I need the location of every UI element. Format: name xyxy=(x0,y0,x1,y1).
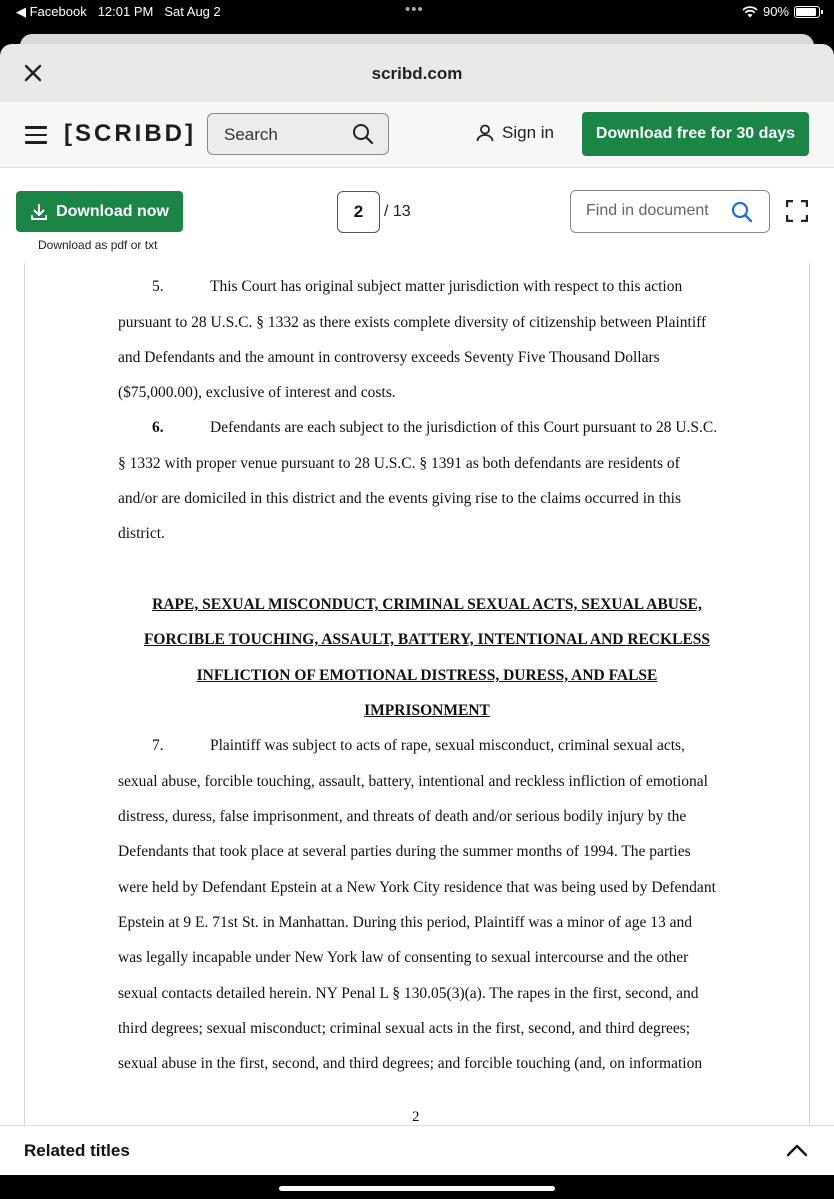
paragraph-line: pursuant to 28 U.S.C. § 1332 as there exists complete diversity of citizenship between Plaintiff xyxy=(118,314,707,331)
document-toolbar xyxy=(0,168,834,263)
paragraph-line: sexual abuse in the first, second, and third degrees; and forcible touching (and, on information xyxy=(118,1055,703,1072)
related-titles-bar[interactable] xyxy=(0,1125,834,1175)
search-input[interactable] xyxy=(207,113,389,155)
paragraph-line: sexual contacts detailed herein. NY Penal L § 130.05(3)(a). The rapes in the first, second, and xyxy=(118,985,699,1002)
back-to-app-link[interactable]: ◀ Facebook xyxy=(16,4,87,19)
download-now-button[interactable] xyxy=(16,191,183,232)
download-free-trial-button[interactable]: Download free for 30 days xyxy=(582,112,809,156)
sign-in-label: Sign in xyxy=(502,123,554,142)
download-format-note: Download as pdf or txt xyxy=(38,238,158,252)
page-footer-number: 2 xyxy=(412,1109,420,1125)
fullscreen-icon[interactable] xyxy=(786,200,808,222)
paragraph-line: were held by Defendant Epstein at a New York City residence that was being used by Defendant xyxy=(118,879,716,896)
find-placeholder: Find in document xyxy=(586,202,709,219)
paragraph-line: ($75,000.00), exclusive of interest and costs. xyxy=(118,384,396,401)
paragraph-number: 5. xyxy=(152,278,164,295)
chevron-up-icon[interactable] xyxy=(786,1143,808,1157)
paragraph-line: Defendants that took place at several parties during the summer months of 1994. The parties xyxy=(118,843,691,860)
multitasking-dots-icon[interactable]: ••• xyxy=(405,1,424,18)
related-titles-label: Related titles xyxy=(24,1141,130,1160)
user-icon xyxy=(476,124,494,142)
search-icon[interactable] xyxy=(731,201,753,223)
search-icon[interactable] xyxy=(352,123,374,145)
paragraph-line: sexual abuse, forcible touching, assault, battery, intentional and reckless infliction of emotional xyxy=(118,773,708,790)
page-total: / 13 xyxy=(384,203,411,220)
section-heading: RAPE, SEXUAL MISCONDUCT, CRIMINAL SEXUAL ACTS, SEXUAL ABUSE, xyxy=(152,596,702,613)
paragraph-line: third degrees; sexual misconduct; criminal sexual acts in the first, second, and third degrees; xyxy=(118,1020,691,1037)
status-bar xyxy=(0,0,834,24)
wifi-icon xyxy=(742,6,758,18)
browser-bar xyxy=(0,44,834,102)
download-now-label: Download now xyxy=(56,202,169,220)
download-icon xyxy=(30,203,48,221)
page-number-input[interactable]: 2 xyxy=(337,191,380,233)
find-in-document-input[interactable] xyxy=(570,190,770,233)
paragraph-line: distress, duress, false imprisonment, and threats of death and/or serious bodily injury by the xyxy=(118,808,687,825)
paragraph-number: 7. xyxy=(152,737,164,754)
search-placeholder: Search xyxy=(224,125,278,144)
browser-domain: scribd.com xyxy=(371,64,463,83)
paragraph-line: Defendants are each subject to the jurisdiction of this Court pursuant to 28 U.S.C. xyxy=(210,419,718,436)
paragraph-line: Plaintiff was subject to acts of rape, sexual misconduct, criminal sexual acts, xyxy=(210,737,685,754)
paragraph-line: district. xyxy=(118,525,165,542)
sign-in-button[interactable] xyxy=(476,123,554,143)
battery-icon xyxy=(794,6,820,18)
site-header xyxy=(0,102,834,168)
scribd-logo[interactable]: [SCRIBD] xyxy=(64,120,196,147)
section-heading: INFLICTION OF EMOTIONAL DISTRESS, DURESS, AND FALSE xyxy=(196,667,658,684)
document-viewer[interactable] xyxy=(0,263,834,1125)
paragraph-line: § 1332 with proper venue pursuant to 28 U.S.C. § 1391 as both defendants are residents of xyxy=(118,455,680,472)
section-heading: FORCIBLE TOUCHING, ASSAULT, BATTERY, INTENTIONAL AND RECKLESS xyxy=(143,631,711,648)
paragraph-line: was legally incapable under New York law of consenting to sexual intercourse and the other xyxy=(118,949,689,966)
status-time: 12:01 PM xyxy=(97,4,154,19)
section-heading: IMPRISONMENT xyxy=(364,702,490,719)
status-date: Sat Aug 2 xyxy=(164,4,221,19)
paragraph-line: This Court has original subject matter jurisdiction with respect to this action xyxy=(210,278,683,295)
paragraph-line: and Defendants and the amount in controversy exceeds Seventy Five Thousand Dollars xyxy=(118,349,660,366)
menu-icon[interactable] xyxy=(25,126,47,144)
battery-percent: 90% xyxy=(762,4,789,19)
paragraph-number: 6. xyxy=(152,419,164,436)
paragraph-line: and/or are domiciled in this district and the events giving rise to the claims occurred in this xyxy=(118,490,682,507)
document-page xyxy=(24,263,810,1125)
home-indicator[interactable] xyxy=(279,1186,555,1191)
paragraph-line: Epstein at 9 E. 71st St. in Manhattan. During this period, Plaintiff was a minor of age 13 and xyxy=(118,914,692,931)
